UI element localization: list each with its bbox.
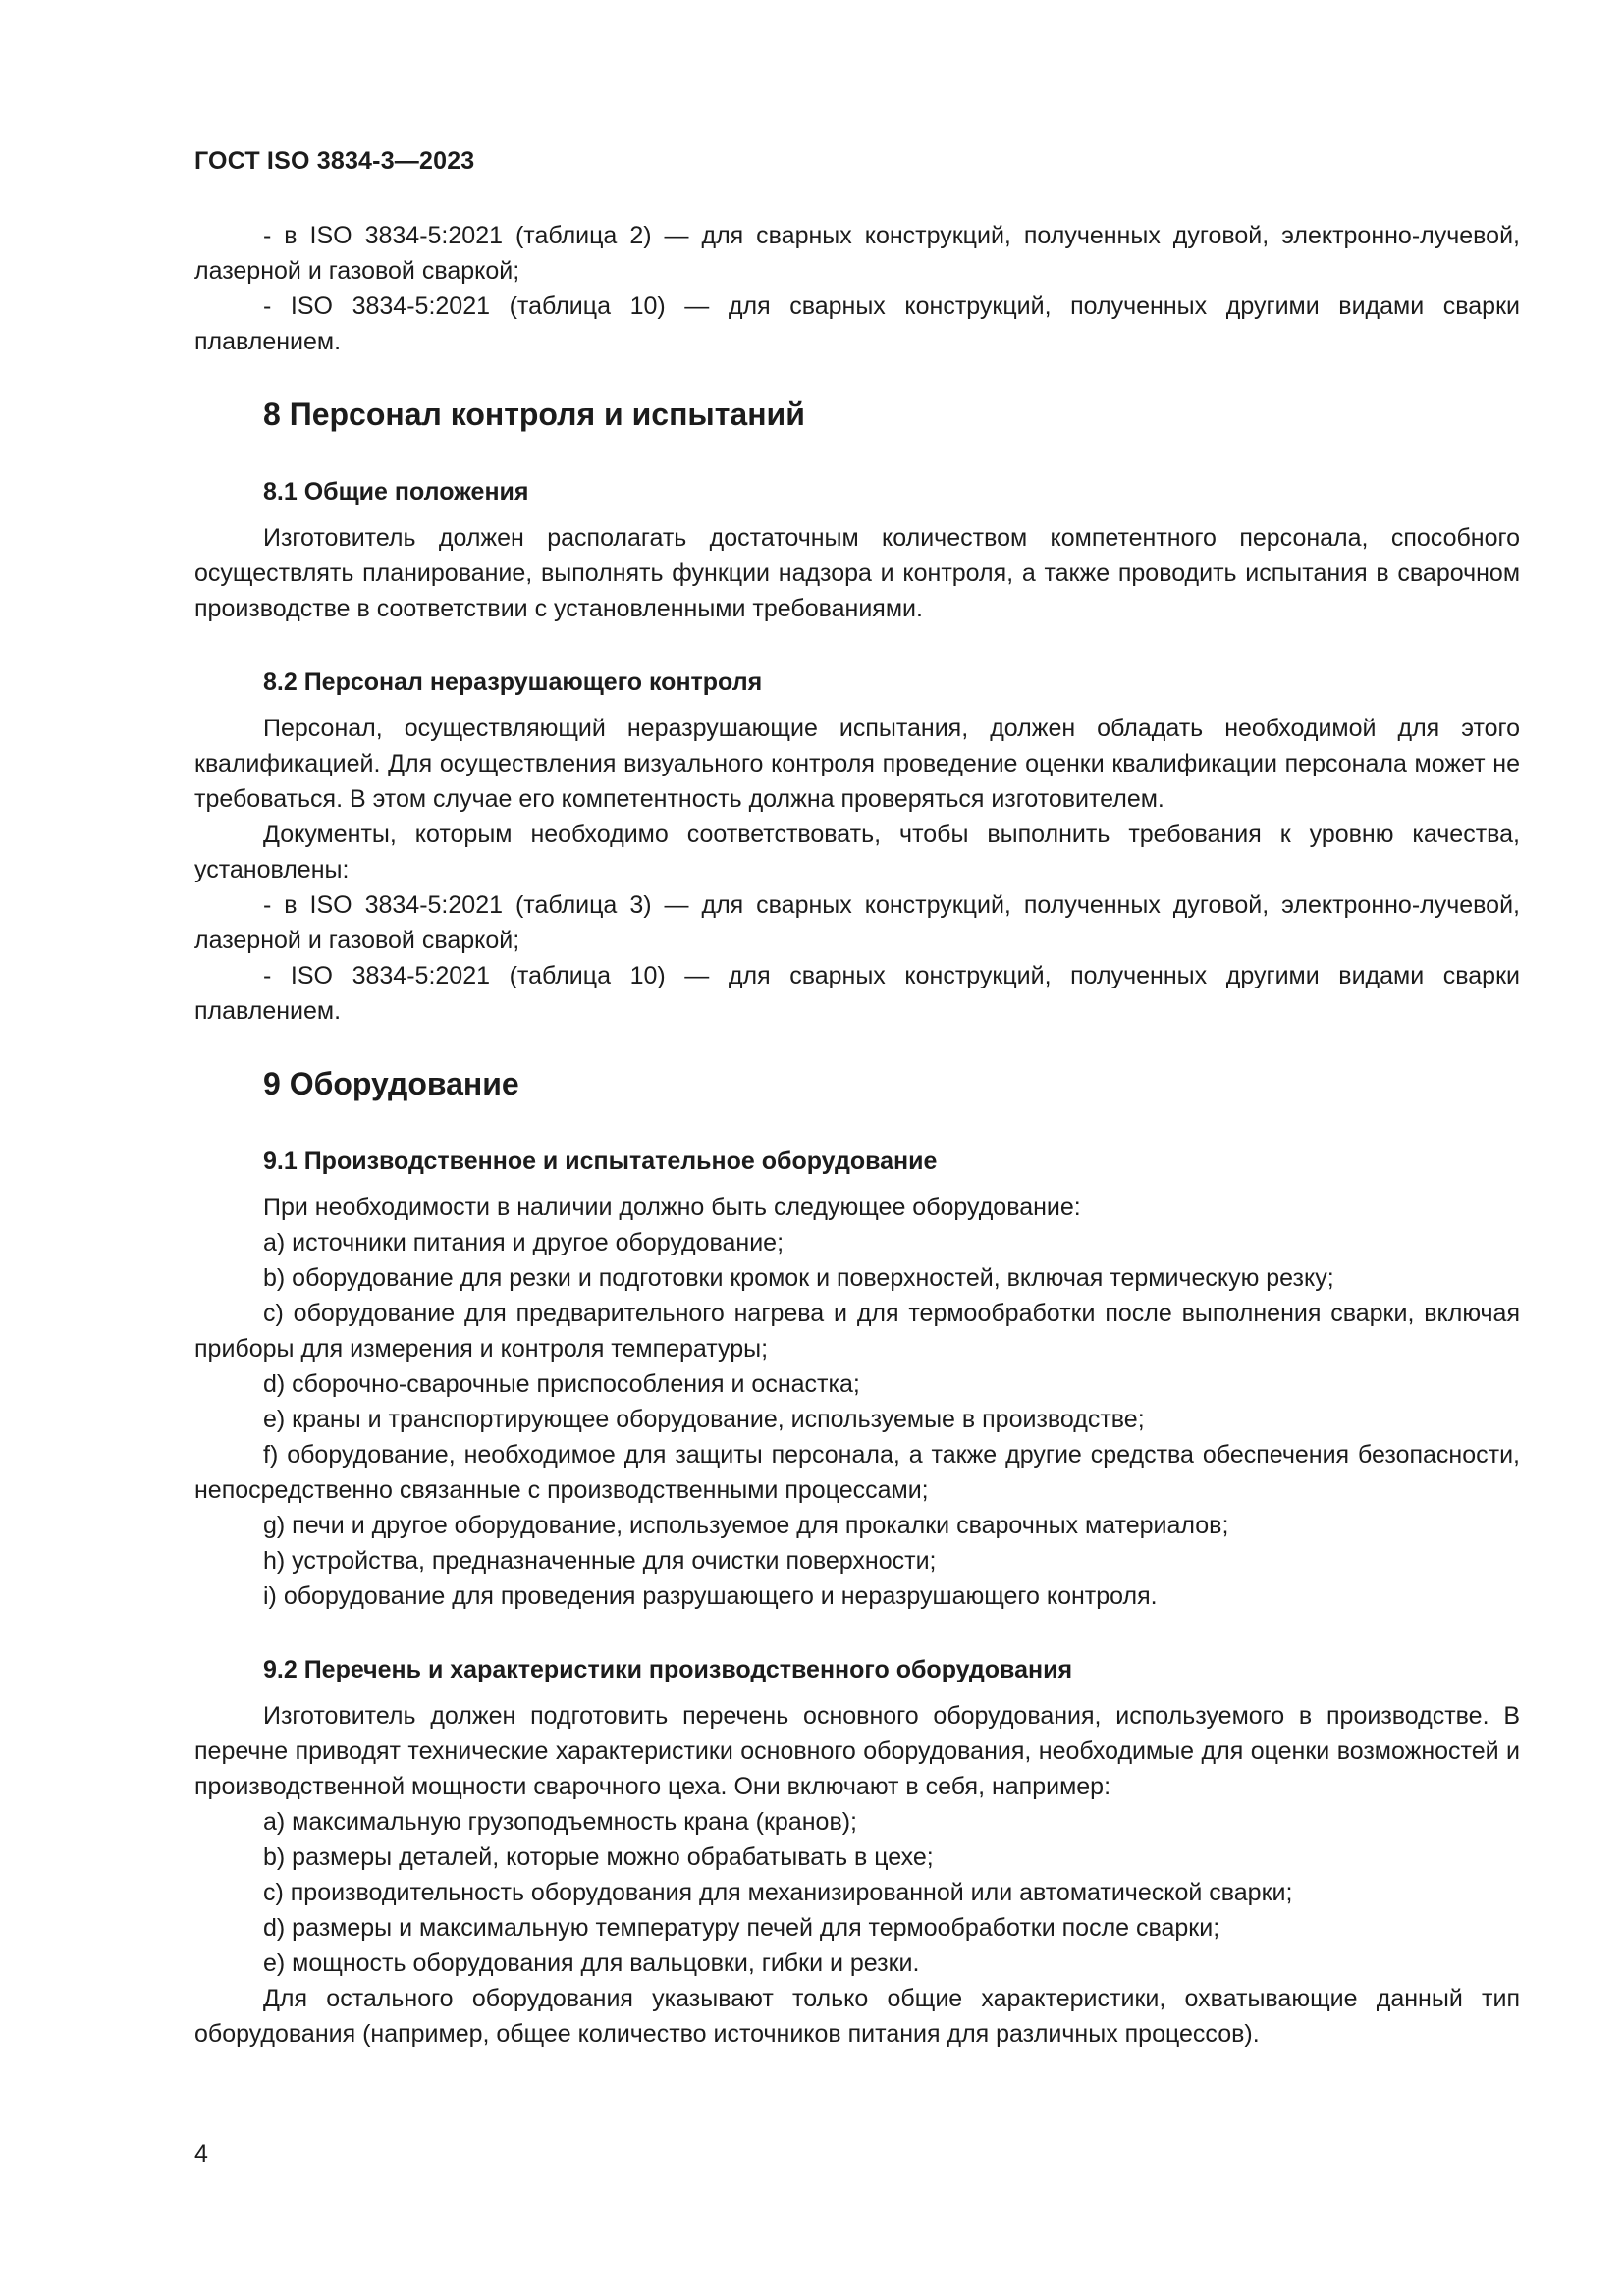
subsection-heading: 8.1 Общие положения — [263, 478, 529, 506]
document-header: ГОСТ ISO 3834-3—2023 — [194, 147, 475, 175]
subsection-heading: 9.2 Перечень и характеристики производственного оборудования — [263, 1656, 1073, 1683]
list-item: d) размеры и максимальную температуру печей для термообработки после сварки; — [263, 1914, 1220, 1942]
paragraph: При необходимости в наличии должно быть следующее оборудование: — [263, 1194, 1081, 1221]
list-item: b) оборудование для резки и подготовки кромок и поверхностей, включая термическую резку; — [263, 1264, 1334, 1292]
paragraph: Документы, которым необходимо соответствовать, чтобы выполнить требования к уровню качества, установлены: — [194, 821, 1520, 883]
list-item: c) оборудование для предварительного нагрева и для термообработки после выполнения сварки, включая приборы для измерения и контроля температуры; — [194, 1300, 1520, 1362]
section-heading: 9 Оборудование — [263, 1066, 519, 1101]
list-item: e) краны и транспортирующее оборудование, используемые в производстве; — [263, 1406, 1145, 1433]
document-body — [194, 218, 1520, 2052]
list-item: h) устройства, предназначенные для очистки поверхности; — [263, 1547, 937, 1575]
list-item: b) размеры деталей, которые можно обрабатывать в цехе; — [263, 1843, 934, 1871]
list-item: e) мощность оборудования для вальцовки, гибки и резки. — [263, 1949, 920, 1977]
paragraph: Персонал, осуществляющий неразрушающие испытания, должен обладать необходимой для этого квалификацией. Для осуществления визуального контроля проведение оценки квалификации персонала может не требоваться. В этом случае его компетентность должна проверяться изготовителем. — [194, 715, 1520, 813]
section-heading: 8 Персонал контроля и испытаний — [263, 397, 805, 432]
paragraph: Изготовитель должен подготовить перечень основного оборудования, используемого в производстве. В перечне приводят технические характеристики основного оборудования, необходимые для оценки возможностей и производственной мощности сварочного цеха. Они включают в себя, например: — [194, 1702, 1520, 1800]
list-item: g) печи и другое оборудование, используемое для прокалки сварочных материалов; — [263, 1512, 1229, 1539]
paragraph: Изготовитель должен располагать достаточным количеством компетентного персонала, способного осуществлять планирование, выполнять функции надзора и контроля, а также проводить испытания в сварочном производстве в соответствии с установленными требованиями. — [194, 524, 1520, 622]
list-item: i) оборудование для проведения разрушающего и неразрушающего контроля. — [263, 1582, 1158, 1610]
paragraph: - в ISO 3834-5:2021 (таблица 2) — для сварных конструкций, полученных дуговой, электронно-лучевой, лазерной и газовой сваркой; — [194, 222, 1520, 285]
paragraph: - ISO 3834-5:2021 (таблица 10) — для сварных конструкций, полученных другими видами сварки плавлением. — [194, 293, 1520, 355]
page-number: 4 — [194, 2140, 208, 2167]
list-item: d) сборочно-сварочные приспособления и оснастка; — [263, 1370, 860, 1398]
subsection-heading: 8.2 Персонал неразрушающего контроля — [263, 668, 763, 696]
paragraph: - ISO 3834-5:2021 (таблица 10) — для сварных конструкций, полученных другими видами сварки плавлением. — [194, 962, 1520, 1025]
subsection-heading: 9.1 Производственное и испытательное оборудование — [263, 1148, 938, 1175]
paragraph: - в ISO 3834-5:2021 (таблица 3) — для сварных конструкций, полученных дуговой, электронно-лучевой, лазерной и газовой сваркой; — [194, 891, 1520, 954]
paragraph: Для остального оборудования указывают только общие характеристики, охватывающие данный тип оборудования (например, общее количество источников питания для различных процессов). — [194, 1985, 1520, 2048]
list-item: c) производительность оборудования для механизированной или автоматической сварки; — [263, 1879, 1293, 1906]
list-item: а) максимальную грузоподъемность крана (кранов); — [263, 1808, 857, 1836]
list-item: f) оборудование, необходимое для защиты персонала, а также другие средства обеспечения безопасности, непосредственно связанные с производственными процессами; — [194, 1441, 1520, 1504]
list-item: а) источники питания и другое оборудование; — [263, 1229, 785, 1256]
